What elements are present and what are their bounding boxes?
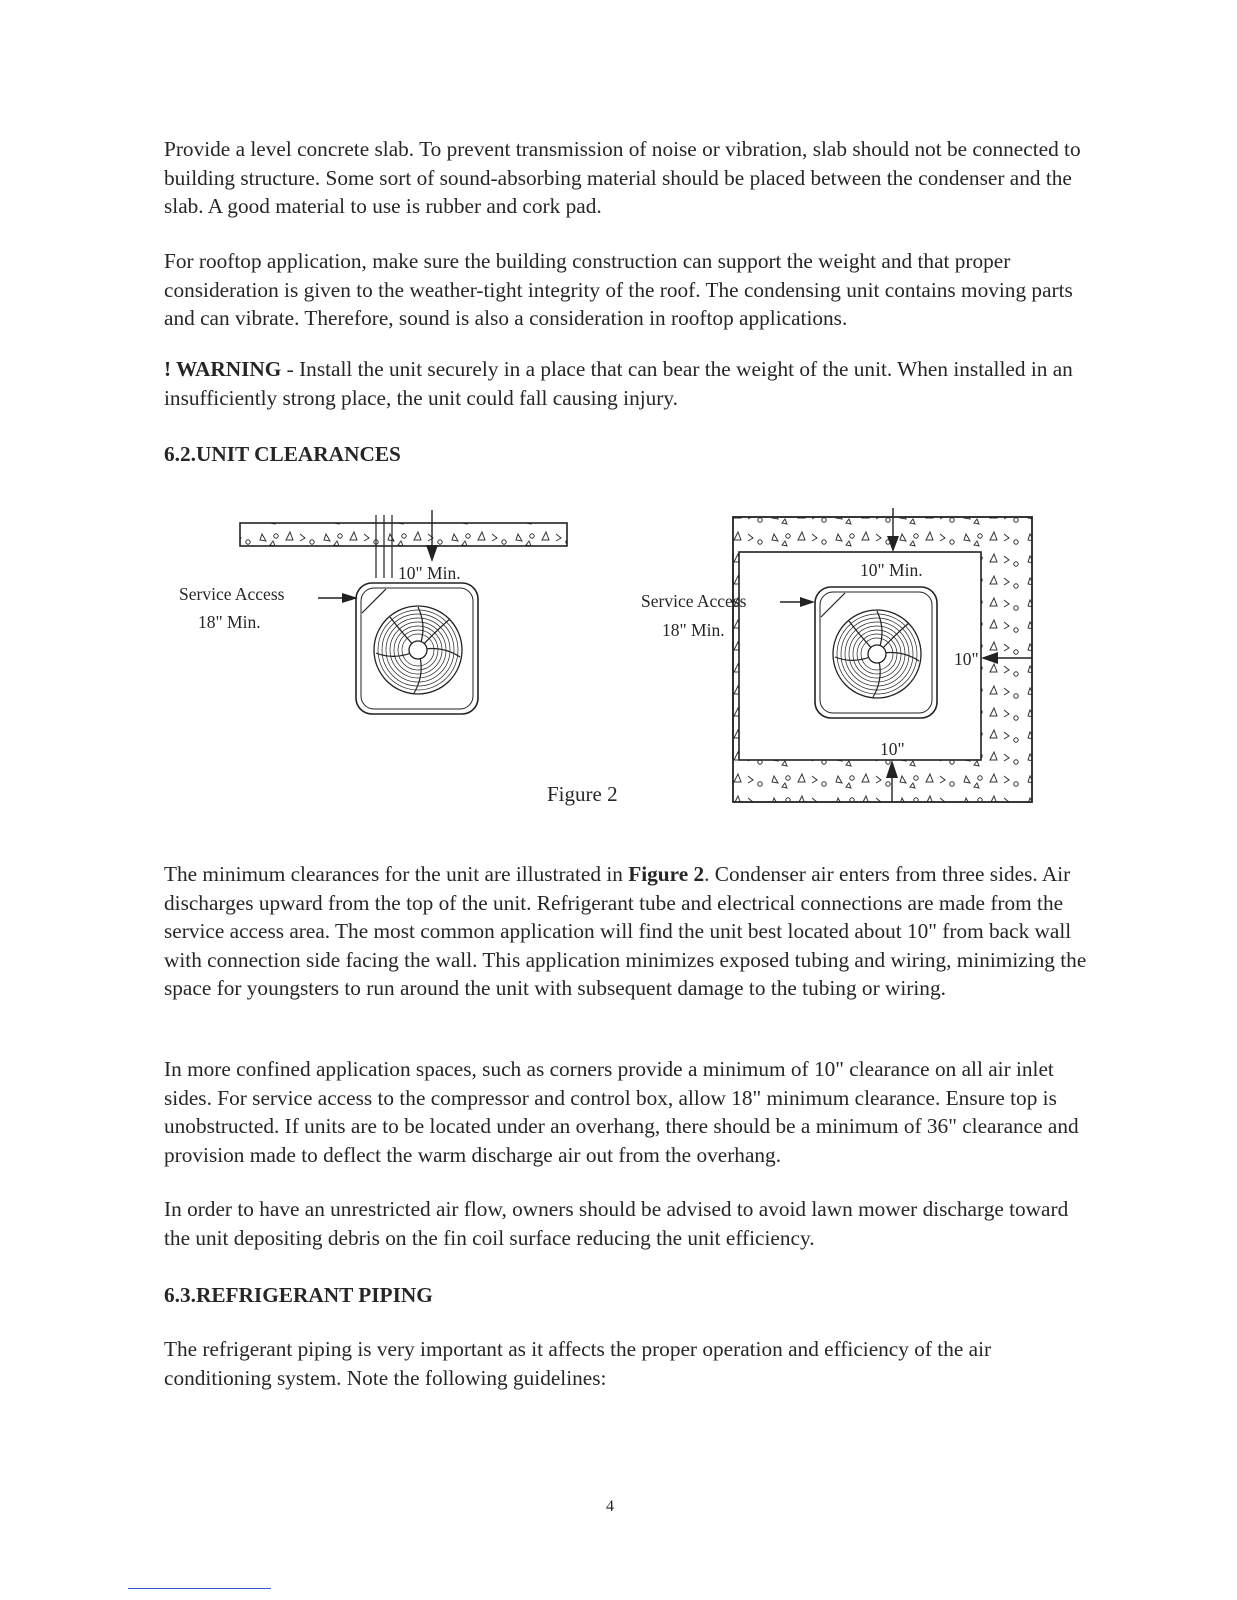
left-service-min-label: 18" Min. bbox=[198, 612, 261, 632]
right-service-min-label: 18" Min. bbox=[662, 620, 725, 640]
back-wall bbox=[240, 523, 567, 546]
right-top-clearance-label: 10" Min. bbox=[860, 560, 923, 580]
heading-refrigerant-piping: 6.3.REFRIGERANT PIPING bbox=[164, 1283, 433, 1307]
page-number: 4 bbox=[606, 1498, 614, 1515]
left-diagram bbox=[179, 510, 567, 714]
paragraph-rooftop-application: For rooftop application, make sure the building construction can support the weight and that proper consideration is given to the weather-tight integrity of the roof. The condensing unit contains moving parts and can vibrate. Therefore, sound is also a consideration in rooftop applications. bbox=[164, 249, 1073, 330]
paragraph-concrete-slab: Provide a level concrete slab. To prevent transmission of noise or vibration, slab should not be connected to building structure. Some sort of sound-absorbing material should be placed between the condenser and the slab. A good material to use is rubber and cork pad. bbox=[164, 137, 1081, 218]
warning-text: - Install the unit securely in a place that can bear the weight of the unit. When installed in an insufficiently strong place, the unit could fall causing injury. bbox=[164, 357, 1073, 410]
right-service-access-label: Service Access bbox=[641, 591, 747, 611]
left-condenser-unit bbox=[356, 583, 478, 714]
right-bottom-clearance-label: 10" bbox=[880, 739, 905, 759]
heading-unit-clearances: 6.2.UNIT CLEARANCES bbox=[164, 442, 401, 466]
footnote-separator bbox=[128, 1588, 271, 1589]
paragraph-confined-spaces: In more confined application spaces, such as corners provide a minimum of 10" clearance on all air inlet sides. For service access to the compressor and control box, allow 18" minimum clearance. Ensure top is unobstructed. If units are to be located under an overhang, there should be a minimum of 36" clearance and provision made to deflect the warm discharge air out from the overhang. bbox=[164, 1057, 1079, 1167]
clearances-text-after: . Condenser air enters from three sides. Air discharges upward from the top of the unit. Refrigerant tube and electrical connections are made from the service access area. The most common application will find the unit best located about 10" from back wall with connection side facing the wall. This application minimizes exposed tubing and wiring, minimizing the space for youngsters to run around the unit with subsequent damage to the tubing or wiring. bbox=[164, 862, 1087, 1000]
warning-label: ! WARNING bbox=[164, 357, 282, 381]
left-top-clearance-label: 10" Min. bbox=[398, 563, 461, 583]
right-condenser-unit bbox=[815, 587, 937, 718]
paragraph-air-flow: In order to have an unrestricted air flow, owners should be advised to avoid lawn mower discharge toward the unit depositing debris on the fin coil surface reducing the unit efficiency. bbox=[164, 1197, 1069, 1250]
paragraph-minimum-clearances bbox=[164, 860, 1094, 1003]
left-service-access-label: Service Access bbox=[179, 584, 285, 604]
clearances-text-before: The minimum clearances for the unit are illustrated in bbox=[164, 862, 629, 886]
figure-caption: Figure 2 bbox=[547, 782, 618, 806]
paragraph-refrigerant-piping: The refrigerant piping is very important as it affects the proper operation and efficiency of the air conditioning system. Note the following guidelines: bbox=[164, 1337, 992, 1390]
right-diagram bbox=[641, 508, 1032, 802]
right-side-clearance-label: 10" bbox=[954, 649, 979, 669]
figure-reference: Figure 2 bbox=[628, 862, 705, 886]
